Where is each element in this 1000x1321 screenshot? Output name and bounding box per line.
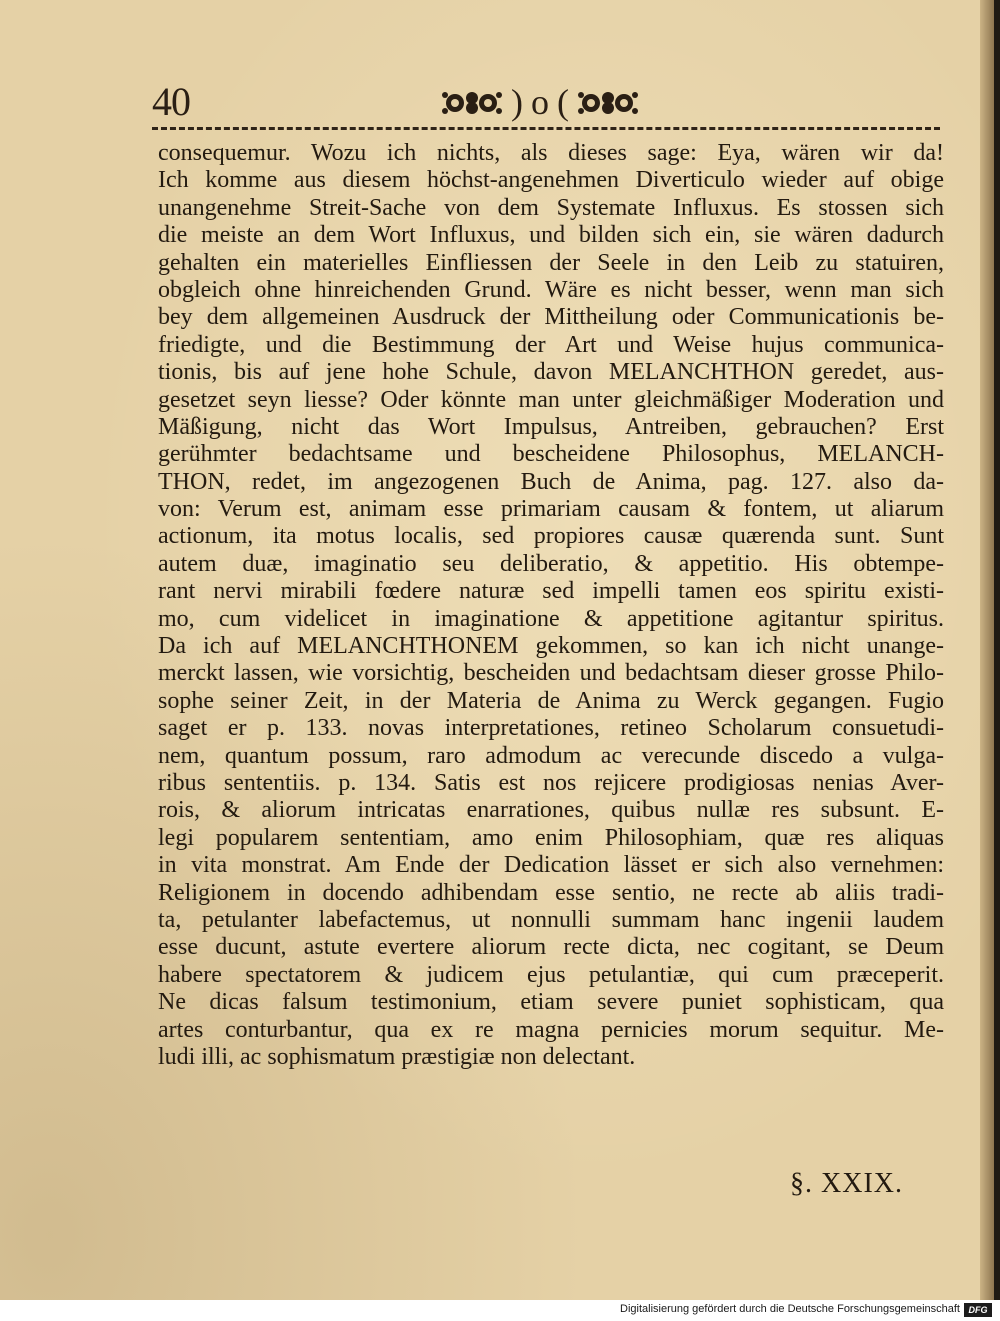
text-line: friedigte, und die Bestimmung der Art und Weise hujus communica- bbox=[158, 331, 944, 358]
text-line: sophe seiner Zeit, in der Materia de Anima zu Werck gegangen. Fugio bbox=[158, 687, 944, 714]
text-line: ribus sententiis. p. 134. Satis est nos rejicere prodigiosas nenias Aver- bbox=[158, 769, 944, 796]
text-line: die meiste an dem Wort Influxus, und bilden sich ein, sie wären dadurch bbox=[158, 222, 944, 249]
text-line: bey dem allgemeinen Ausdruck der Mittheilung oder Communicationis be- bbox=[158, 304, 944, 331]
text-line: rant nervi mirabili fœdere naturæ sed impelli tamen eos spiritu existi- bbox=[158, 578, 944, 605]
text-line: mo, cum videlicet in imaginatione & appetitione agitantur spiritus. bbox=[158, 605, 944, 632]
text-line: autem duæ, imaginatio seu deliberatio, & appetitio. His obtempe- bbox=[158, 550, 944, 577]
text-line: nem, quantum possum, raro admodum ac verecunde discedo a vulga- bbox=[158, 742, 944, 769]
text-line: von: Verum est, animam esse primariam causam & fontem, ut aliarum bbox=[158, 496, 944, 523]
body-text bbox=[158, 140, 944, 1071]
text-line: gehalten ein materielles Einfliessen der Seele in den Leib zu statuiren, bbox=[158, 249, 944, 276]
dfg-logo: DFG bbox=[964, 1303, 992, 1317]
text-line: consequemur. Wozu ich nichts, als dieses sage: Eya, wären wir da! bbox=[158, 140, 944, 166]
text-line: Da ich auf MELANCHTHONEM gekommen, so kan ich nicht unange- bbox=[158, 633, 944, 660]
text-line: rois, & aliorum intricatas enarrationes, quibus nullæ res subsunt. E- bbox=[158, 797, 944, 824]
catchword: §. XXIX. bbox=[790, 1168, 903, 1199]
header-center-mark: o bbox=[531, 82, 549, 122]
text-line: ludi illi, ac sophismatum præstigiæ non delectant. bbox=[158, 1043, 636, 1070]
text-line: artes conturbantur, qua ex re magna pernicies morum sequitur. Me- bbox=[158, 1016, 944, 1043]
text-line: gesetzet seyn liesse? Oder könnte man unter gleichmäßiger Moderation und bbox=[158, 386, 944, 413]
header-rule bbox=[152, 127, 940, 130]
text-line: merckt lassen, wie vorsichtig, bescheiden und bedachtsam dieser grosse Philo- bbox=[158, 660, 944, 687]
text-line: Ich komme aus diesem höchst-angenehmen Diverticulo wieder auf obige bbox=[158, 167, 944, 194]
header-left-paren: ) bbox=[511, 82, 523, 122]
header-ornament bbox=[410, 82, 670, 122]
text-line: habere spectatorem & judicem ejus petulantiæ, qui cum præceperit. bbox=[158, 961, 944, 988]
text-line: legi popularem sententiam, amo enim Philosophiam, quæ res aliquas bbox=[158, 824, 944, 851]
header-right-paren: ( bbox=[557, 82, 569, 122]
fleuron-right-icon bbox=[577, 88, 639, 116]
text-line: obgleich ohne hinreichenden Grund. Wäre es nicht besser, wenn man sich bbox=[158, 276, 944, 303]
text-line: gerühmter bedachtsame und bescheidene Philosophus, MELANCH- bbox=[158, 441, 944, 468]
text-line: Ne dicas falsum testimonium, etiam severe puniet sophisticam, qua bbox=[158, 989, 944, 1016]
text-line: in vita monstrat. Am Ende der Dedication lässet er sich also vernehmen: bbox=[158, 852, 944, 879]
page-edge bbox=[980, 0, 994, 1300]
text-line: Mäßigung, nicht das Wort Impulsus, Antreiben, gebrauchen? Erst bbox=[158, 413, 944, 440]
text-line: actionum, ita motus localis, sed propiores causæ quærenda sunt. Sunt bbox=[158, 523, 944, 550]
text-line: saget er p. 133. novas interpretationes, retineo Scholarum consuetudi- bbox=[158, 715, 944, 742]
text-line: esse ducunt, astute evertere aliorum recte dicta, nec cogitant, se Deum bbox=[158, 934, 944, 961]
text-line: Religionem in docendo adhibendam esse sentio, ne recte ab aliis tradi- bbox=[158, 879, 944, 906]
text-line: tionis, bis auf jene hohe Schule, davon MELANCHTHON geredet, aus- bbox=[158, 359, 944, 386]
footer-bar bbox=[0, 1300, 1000, 1321]
text-line: THON, redet, im angezogenen Buch de Anima, pag. 127. also da- bbox=[158, 468, 944, 495]
footer-credit: Digitalisierung gefördert durch die Deutsche Forschungsgemeinschaft bbox=[620, 1303, 960, 1315]
fleuron-left-icon bbox=[441, 88, 503, 116]
text-line: unangenehme Streit-Sache von dem Systemate Influxus. Es stossen sich bbox=[158, 194, 944, 221]
text-line: ta, petulanter labefactemus, ut nonnulli summam hanc ingenii laudem bbox=[158, 906, 944, 933]
page-number: 40 bbox=[152, 79, 190, 124]
